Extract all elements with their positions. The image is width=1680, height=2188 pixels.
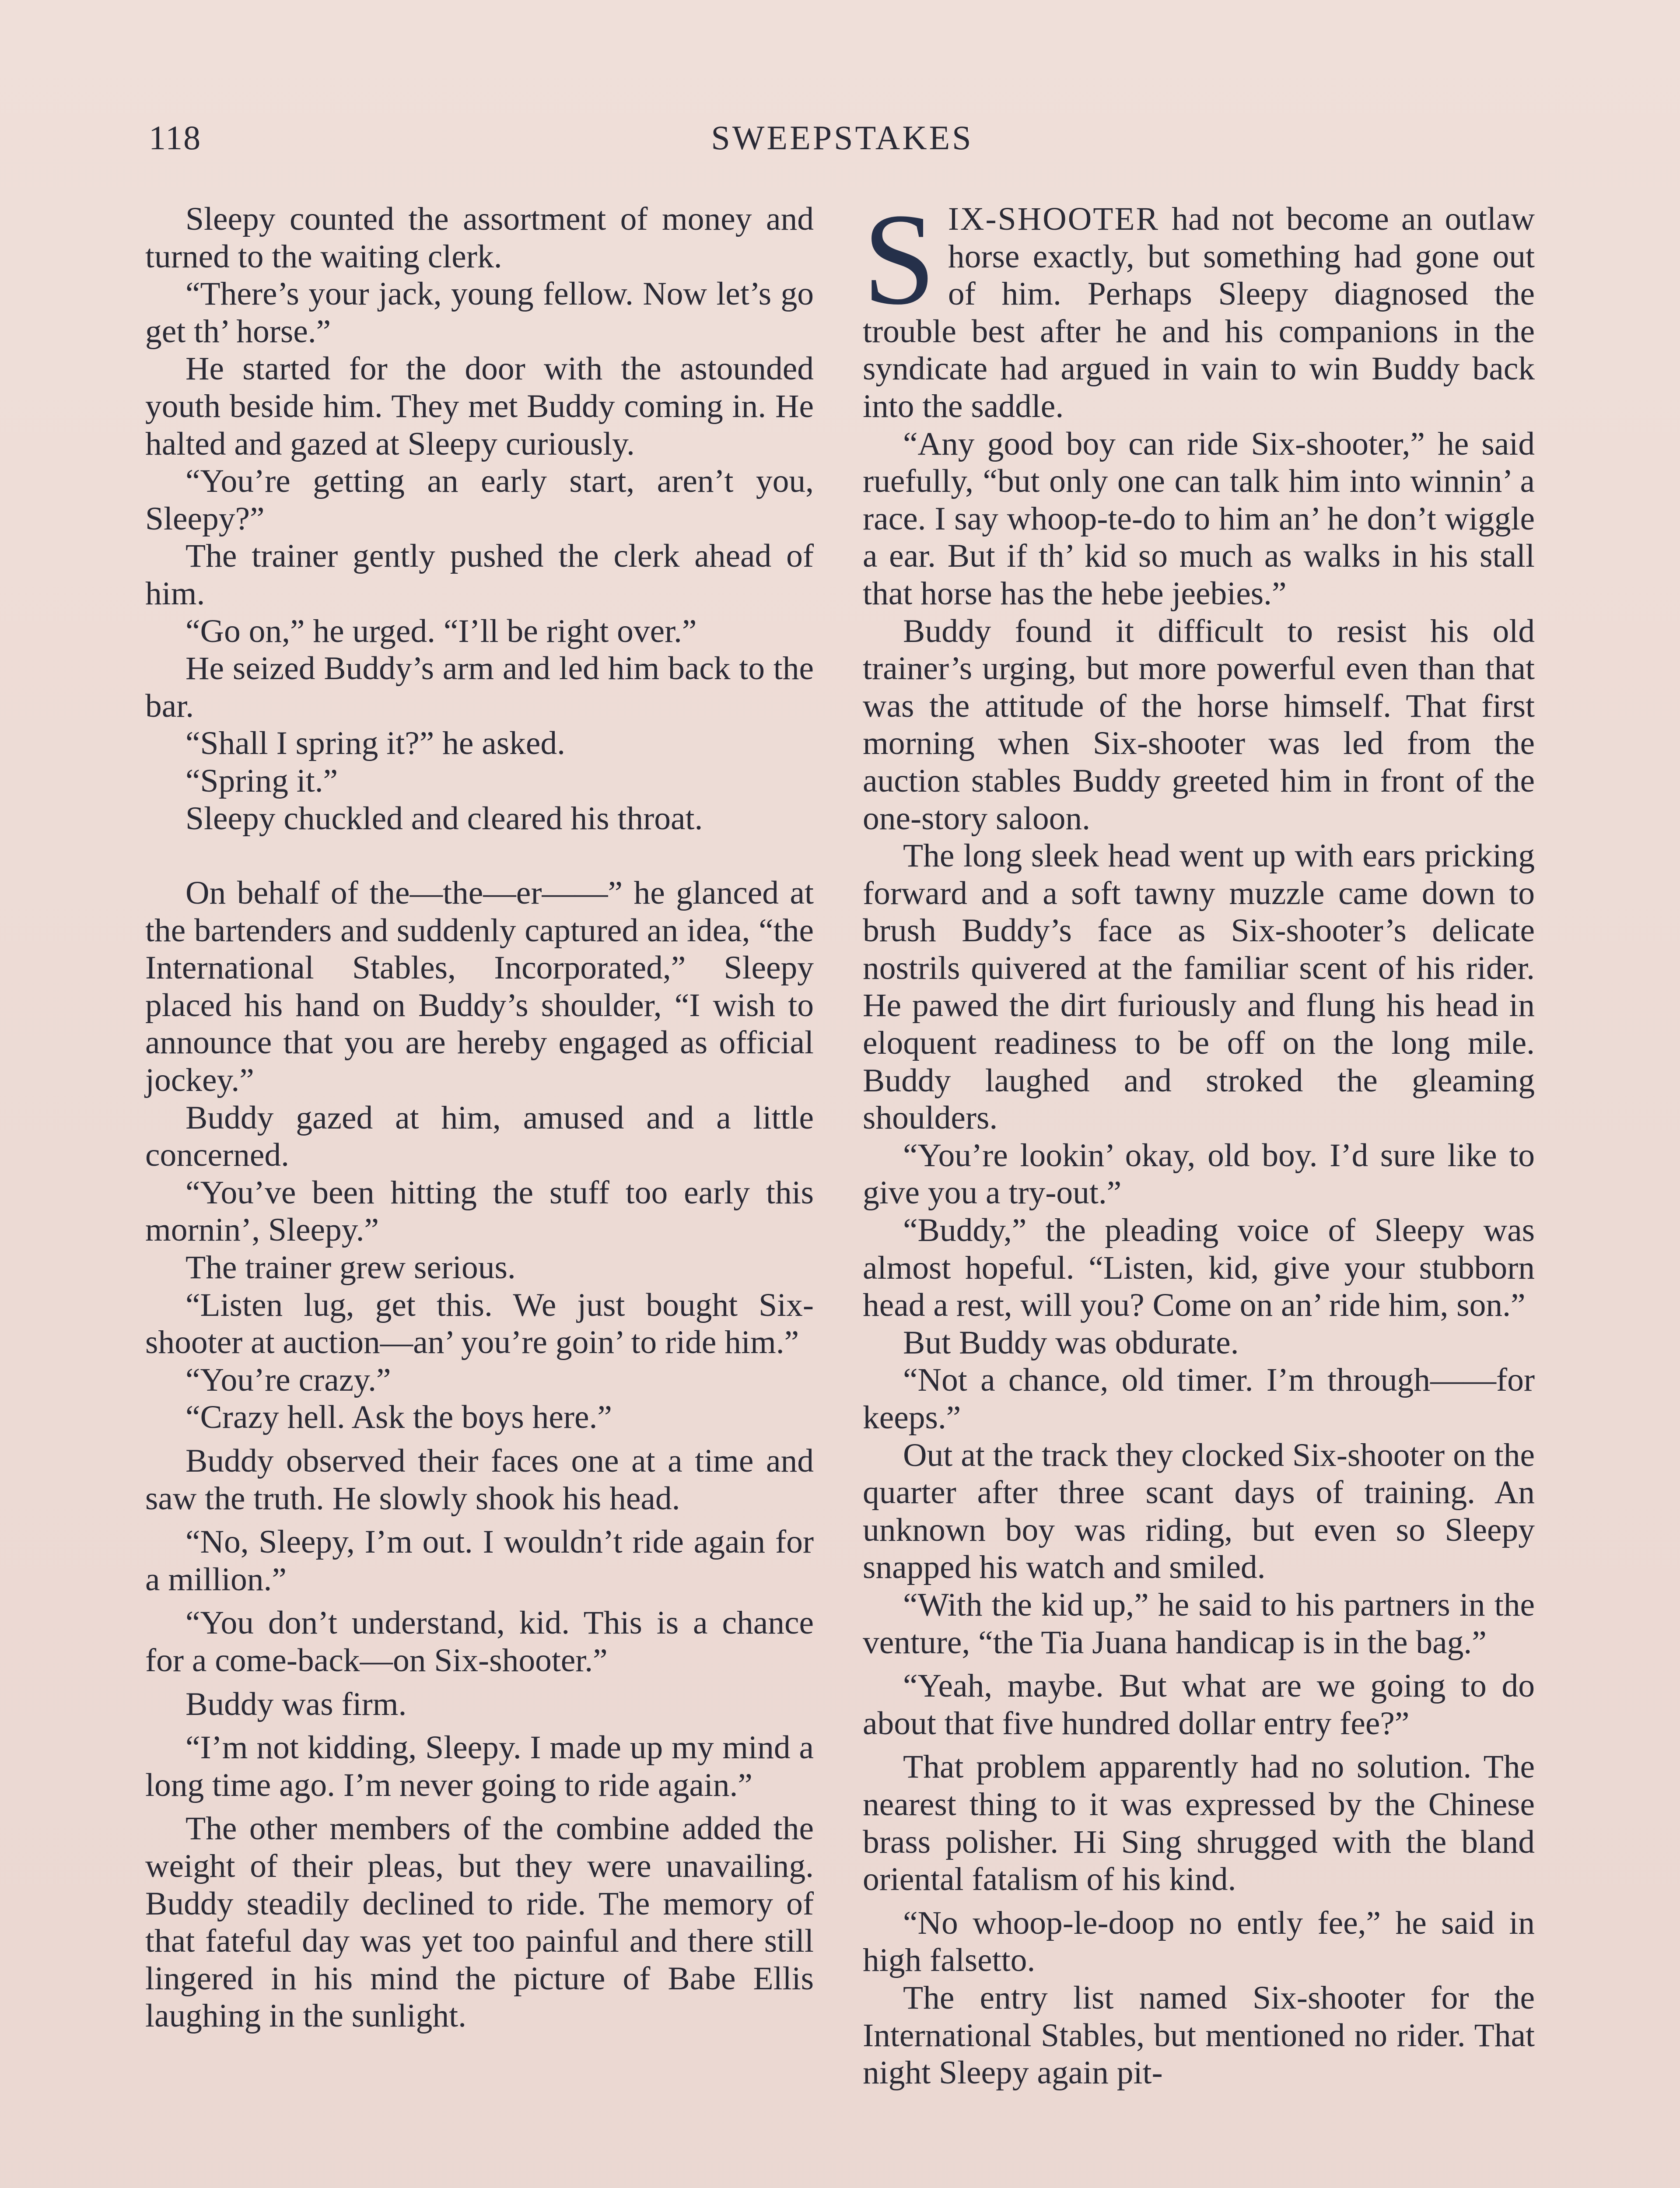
left-column bbox=[145, 200, 814, 2035]
paragraph: On behalf of the—the—er——” he glanced at the bartenders and suddenly captured an idea, “the International Stables, Incorporated,” Sleepy placed his hand on Buddy’s shoulder, “I wish to announce that you are hereby engaged as official jockey.” bbox=[145, 875, 814, 1099]
paragraph: “You’ve been hitting the stuff too early this mornin’, Sleepy.” bbox=[145, 1174, 814, 1248]
paragraph: “Crazy hell. Ask the boys here.” bbox=[186, 1399, 612, 1436]
page-number: 118 bbox=[149, 119, 202, 157]
paragraph: “Buddy,” the pleading voice of Sleepy was almost hopeful. “Listen, kid, give your stubborn head a rest, will you? Come on an’ ride him, son.” bbox=[863, 1212, 1535, 1324]
paragraph: “Listen lug, get this. We just bought Six-shooter at auction—an’ you’re goin’ to ride him.” bbox=[145, 1287, 814, 1361]
paragraph: “No, Sleepy, I’m out. I wouldn’t ride again for a million.” bbox=[145, 1524, 814, 1598]
paragraph: “There’s your jack, young fellow. Now let’s go get th’ horse.” bbox=[145, 276, 814, 350]
paragraph: “With the kid up,” he said to his partners in the venture, “the Tia Juana handicap is in the bag.” bbox=[863, 1586, 1535, 1661]
paragraph: The trainer gently pushed the clerk ahead of him. bbox=[145, 538, 814, 612]
paragraph: “Go on,” he urged. “I’ll be right over.” bbox=[186, 613, 697, 649]
paragraph: Buddy gazed at him, amused and a little concerned. bbox=[145, 1099, 814, 1174]
paragraph: “Shall I spring it?” he asked. bbox=[186, 725, 565, 762]
paragraph: “No whoop-le-doop no ently fee,” he said in high falsetto. bbox=[863, 1904, 1535, 1979]
paragraph: “Not a chance, old timer. I’m through——for keeps.” bbox=[863, 1362, 1535, 1436]
paragraph: The trainer grew serious. bbox=[186, 1249, 516, 1286]
paragraph: Out at the track they clocked Six-shooter on the quarter after three scant days of training. An unknown boy was riding, but even so Sleepy snapped his watch and smiled. bbox=[863, 1437, 1535, 1586]
paragraph: Sleepy counted the assortment of money and turned to the waiting clerk. bbox=[145, 201, 814, 275]
right-column bbox=[863, 186, 1535, 2092]
paragraph: “Yeah, maybe. But what are we going to do about that five hundred dollar entry fee?” bbox=[863, 1668, 1535, 1742]
paragraph: Buddy observed their faces one at a time and saw the truth. He slowly shook his head. bbox=[145, 1443, 814, 1517]
paragraph: The other members of the combine added the weight of their pleas, but they were unavailing. Buddy steadily declined to ride. The memory of that fateful day was yet too painful and there still lingered in his mind the picture of Babe Ellis laughing in the sunlight. bbox=[145, 1810, 814, 2034]
paragraph: He started for the door with the astounded youth beside him. They met Buddy coming in. He halted and gazed at Sleepy curiously. bbox=[145, 351, 814, 462]
paragraph: Sleepy chuckled and cleared his throat. bbox=[186, 800, 703, 837]
paragraph: The long sleek head went up with ears pricking forward and a soft tawny muzzle came down to brush Buddy’s face as Six-shooter’s delicate nostrils quivered at the familiar scent of his rider. He pawed the dirt furiously and flung his head in eloquent readiness to be off on the long mile. Buddy laughed and stroked the gleaming shoulders. bbox=[863, 838, 1535, 1136]
paragraph: “You’re lookin’ okay, old boy. I’d sure like to give you a try-out.” bbox=[863, 1137, 1535, 1211]
drop-cap: S bbox=[863, 186, 936, 332]
paragraph: Buddy found it difficult to resist his old trainer’s urging, but more powerful even than that was the attitude of the horse himself. That first morning when Six-shooter was led from the auction stables Buddy greeted him in front of the one-story saloon. bbox=[863, 613, 1535, 837]
paragraph: “Spring it.” bbox=[186, 762, 338, 799]
opening-caps: IX-SHOOTER bbox=[948, 201, 1159, 237]
paragraph: “Any good boy can ride Six-shooter,” he said ruefully, “but only one can talk him into winnin’ a race. I say whoop-te-do to him an’ he don’t wiggle a ear. But if th’ kid so much as walks in his stall that horse has the hebe jeebies.” bbox=[863, 425, 1535, 612]
paragraph: “You don’t understand, kid. This is a chance for a come-back—on Six-shooter.” bbox=[145, 1605, 814, 1679]
paragraph: “You’re getting an early start, aren’t you, Sleepy?” bbox=[145, 463, 814, 537]
running-title: SWEEPSTAKES bbox=[711, 119, 973, 157]
opening-text: had not become an outlaw horse exactly, but something had gone out of him. Perhaps Sleepy diagnosed the trouble best after he and his companions in the syndicate had argued in vain to win Buddy back into the saddle. bbox=[863, 201, 1535, 424]
paragraph: But Buddy was obdurate. bbox=[903, 1324, 1239, 1361]
running-head bbox=[149, 118, 1536, 166]
paragraph: “I’m not kidding, Sleepy. I made up my mind a long time ago. I’m never going to ride again.” bbox=[145, 1729, 814, 1803]
paragraph: The entry list named Six-shooter for the International Stables, but mentioned no rider. That night Sleepy again pit- bbox=[863, 1979, 1535, 2091]
paragraph: “You’re crazy.” bbox=[186, 1361, 391, 1398]
paragraph: That problem apparently had no solution. The nearest thing to it was expressed by the Chinese brass polisher. Hi Sing shrugged with the bland oriental fatalism of his kind. bbox=[863, 1749, 1535, 1898]
paragraph: He seized Buddy’s arm and led him back to the bar. bbox=[145, 650, 814, 724]
paragraph: Buddy was firm. bbox=[186, 1686, 407, 1722]
opening-paragraph bbox=[863, 186, 1535, 425]
